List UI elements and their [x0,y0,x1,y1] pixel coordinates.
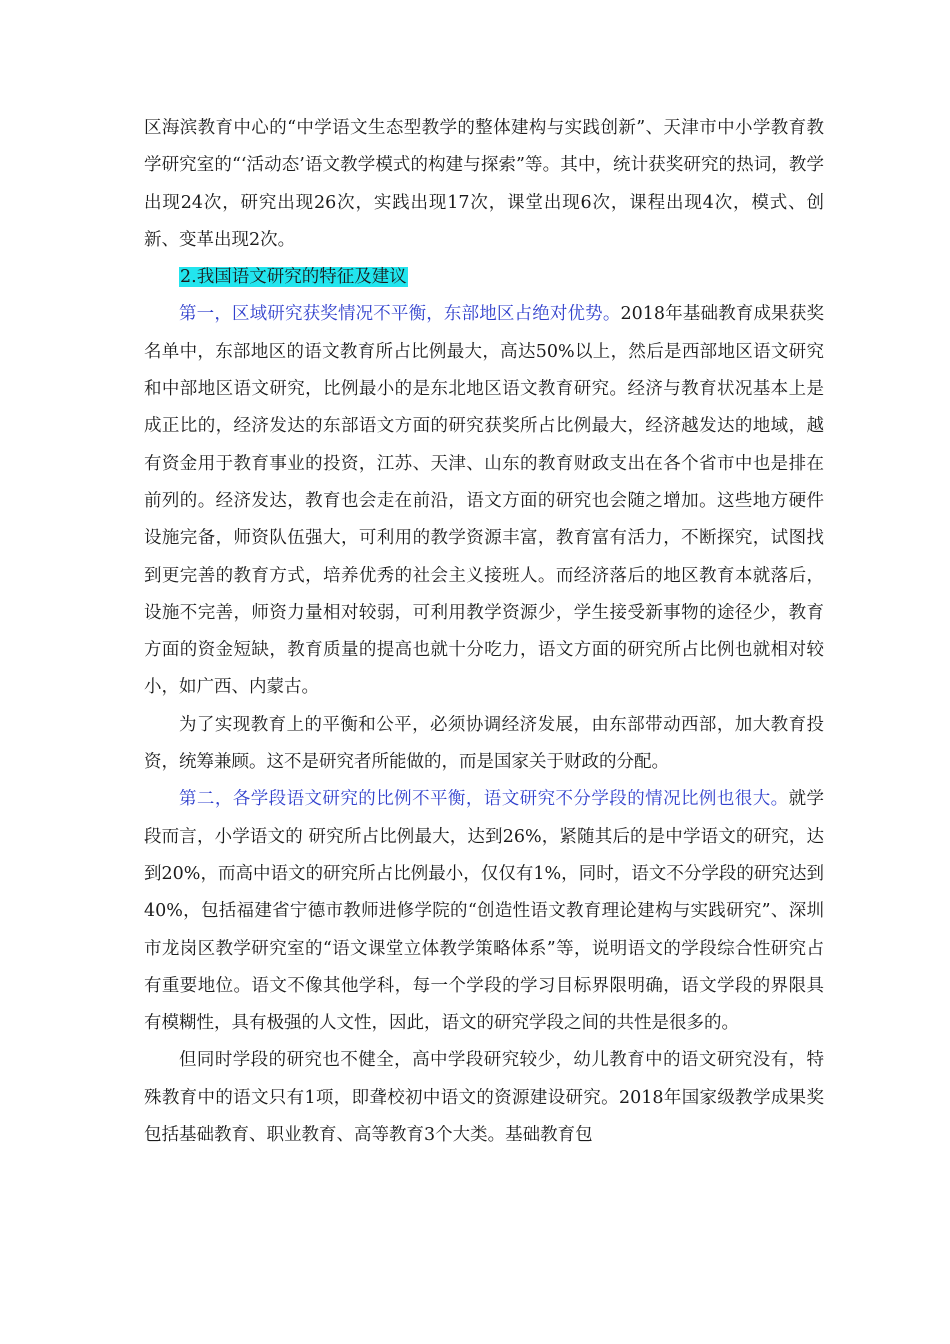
section-heading [144,259,824,296]
paragraph-stages-lead: 第二，各学段语文研究的比例不平衡，语文研究不分学段的情况比例也很大。 [179,789,789,810]
paragraph-stages-body: 就学段而言，小学语文的 研究所占比例最大，达到26%，紧随其后的是中学语文的研究，达到20%，而高中语文的研究所占比例最小，仅仅有1%，同时，语文不分学段的研究达到40%，包括福建省宁德市教师进修学院的“创造性语文教育理论建构与实践研究”、深圳市龙岗区教学研究室的“语文课堂立体教学策略体系”等，说明语文的学段综合性研究占有重要地位。语文不像其他学科，每一个学段的学习目标界限明确，语文学段的界限具有模糊性，具有极强的人文性，因此，语文的研究学段之间的共性是很多的。 [144,789,825,1034]
paragraph-regional [144,296,824,706]
section-heading-text: 2.我国语文研究的特征及建议 [180,267,407,288]
paragraph-balance: 为了实现教育上的平衡和公平，必须协调经济发展，由东部带动西部，加大教育投资，统筹兼顾。这不是研究者所能做的，而是国家关于财政的分配。 [144,714,824,773]
paragraph-stages [144,781,824,1042]
document-body [144,110,824,1154]
paragraph-continued: 区海滨教育中心的“中学语文生态型教学的整体建构与实践创新”、天津市中小学教育教学研究室的“‘活动态’语文教学模式的构建与探索”等。其中，统计获奖研究的热词，教学出现24次，研究出现26次，实践出现17次，课堂出现6次，课程出现4次，模式、创新、变革出现2次。 [144,118,824,250]
paragraph-regional-lead: 第一，区域研究获奖情况不平衡，东部地区占绝对优势。 [179,304,621,325]
paragraph-incomplete: 但同时学段的研究也不健全，高中学段研究较少，幼儿教育中的语文研究没有，特殊教育中的语文只有1项，即聋校初中语文的资源建设研究。2018年国家级教学成果奖包括基础教育、职业教育、高等教育3个大类。基础教育包 [144,1050,824,1146]
paragraph-regional-body: 2018年基础教育成果获奖名单中，东部地区的语文教育所占比例最大，高达50%以上，然后是西部地区语文研究和中部地区语文研究，比例最小的是东北地区语文教育研究。经济与教育状况基本上是成正比的，经济发达的东部语文方面的研究获奖所占比例最大，经济越发达的地域，越有资金用于教育事业的投资，江苏、天津、山东的教育财政支出在各个省市中也是排在前列的。经济发达，教育也会走在前沿，语文方面的研究也会随之增加。这些地方硬件设施完备，师资队伍强大，可利用的教学资源丰富，教育富有活力，不断探究，试图找到更完善的教育方式，培养优秀的社会主义接班人。而经济落后的地区教育本就落后，设施不完善，师资力量相对较弱，可利用教学资源少，学生接受新事物的途径少，教育方面的资金短缺，教育质量的提高也就十分吃力，语文方面的研究所占比例也就相对较小，如广西、内蒙古。 [144,304,824,698]
